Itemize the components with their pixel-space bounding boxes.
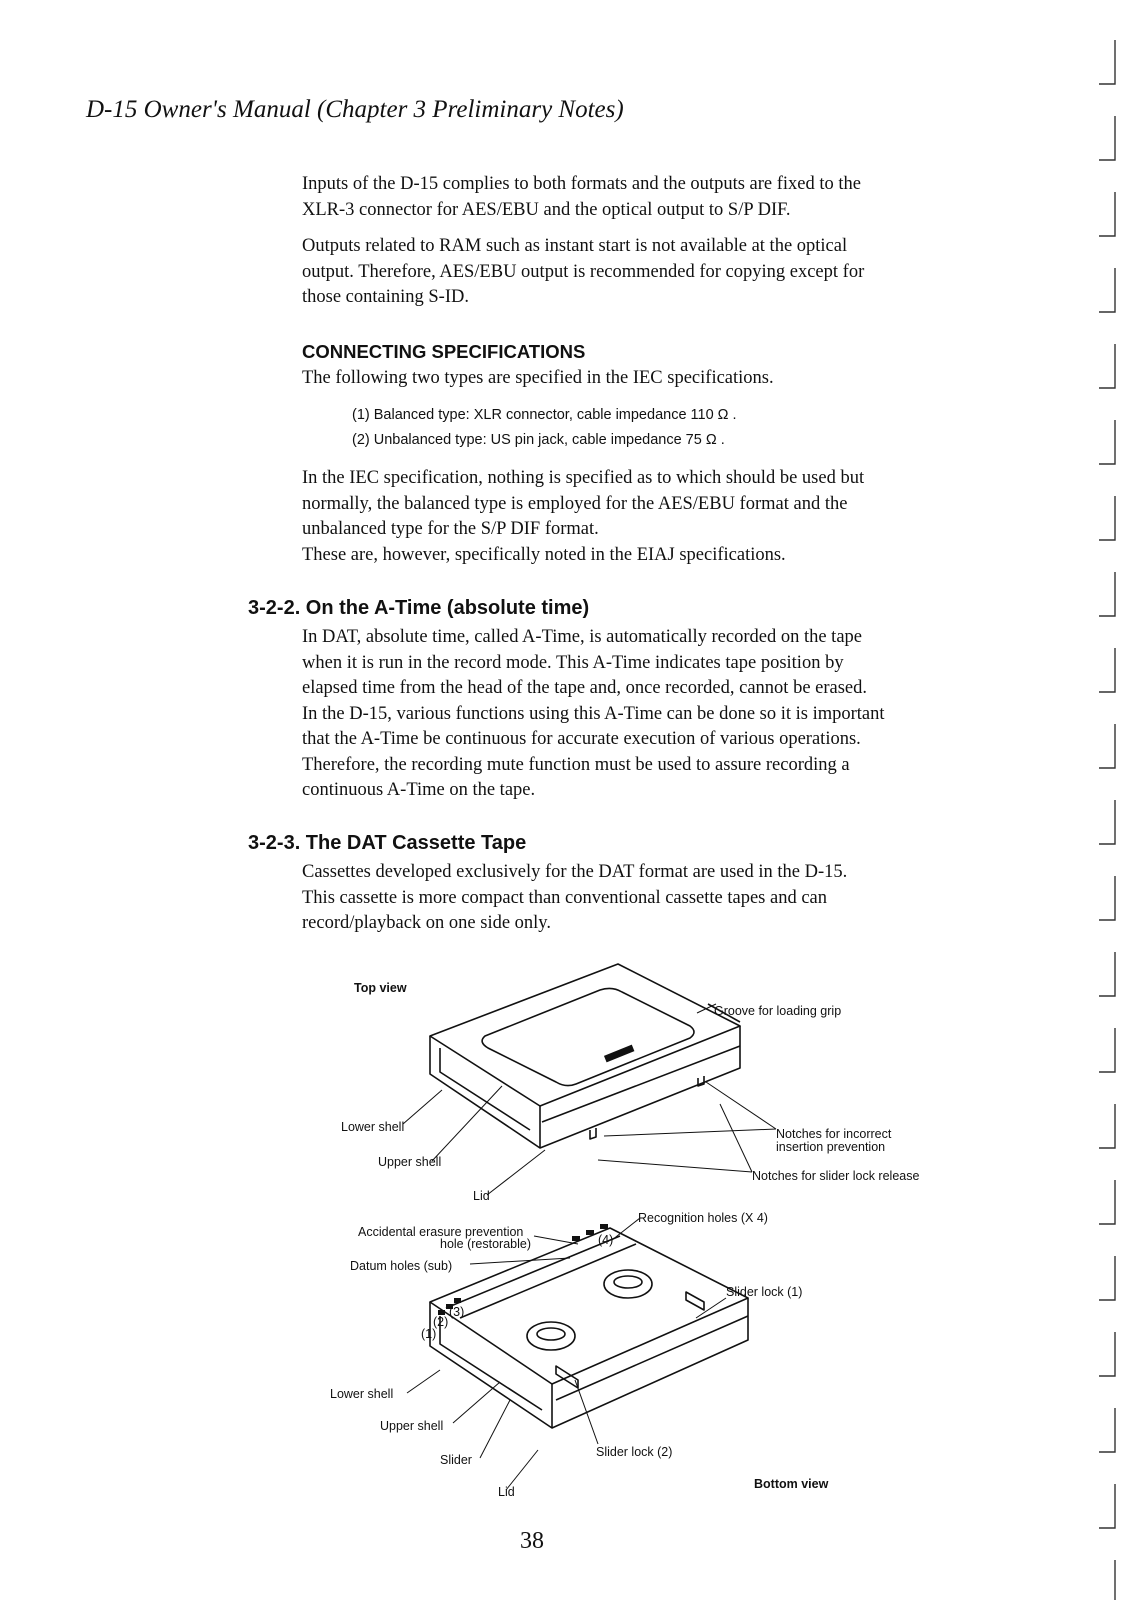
list-item: (1) Balanced type: XLR connector, cable impedance 110 Ω . <box>352 407 737 423</box>
label-lid: Lid <box>473 1189 490 1203</box>
margin-mark <box>1099 1256 1115 1300</box>
label-slider: Slider <box>440 1453 472 1467</box>
connecting-body: In the IEC specification, nothing is specified as to which should be used but normally, the balanced type is employed for the AES/EBU format and the unbalanced type for the S/P DIF format. These are, however, specifically noted in the EIAJ specifications. <box>302 468 865 565</box>
label-lower-shell-bottom: Lower shell <box>330 1387 394 1401</box>
section-heading-cassette: 3-2-3. The DAT Cassette Tape <box>248 832 527 854</box>
label-notches-incorrect-2: insertion prevention <box>776 1140 886 1154</box>
label-datum: Datum holes (sub) <box>350 1259 453 1273</box>
connecting-lead: The following two types are specified in the IEC specifications. <box>302 368 774 388</box>
label-upper-shell-bottom: Upper shell <box>380 1419 444 1433</box>
margin-mark <box>1099 268 1115 312</box>
label-lower-shell: Lower shell <box>341 1120 405 1134</box>
label-slider-lock-2: Slider lock (2) <box>596 1445 673 1459</box>
label-notches-slider: Notches for slider lock release <box>752 1169 920 1183</box>
margin-mark <box>1099 1028 1115 1072</box>
margin-mark <box>1099 1180 1115 1224</box>
intro-paragraph-1: Inputs of the D-15 complies to both formats and the outputs are fixed to the XLR-3 connector for AES/EBU and the optical output to S/P DIF. <box>302 174 861 220</box>
connecting-heading: CONNECTING SPECIFICATIONS <box>302 341 586 362</box>
label-slider-lock-1: Slider lock (1) <box>726 1285 803 1299</box>
label-groove: Groove for loading grip <box>714 1004 842 1018</box>
margin-mark <box>1099 1408 1115 1452</box>
list-item: (2) Unbalanced type: US pin jack, cable impedance 75 Ω . <box>352 432 725 448</box>
label-upper-shell: Upper shell <box>378 1155 442 1169</box>
margin-mark <box>1099 876 1115 920</box>
margin-mark <box>1099 1104 1115 1148</box>
section-body-cassette: Cassettes developed exclusively for the DAT format are used in the D-15. This cassette is more compact than conventional cassette tapes and can record/playback on one side only. <box>302 862 848 933</box>
page-number: 38 <box>520 1528 544 1554</box>
margin-mark <box>1099 800 1115 844</box>
page-header: D-15 Owner's Manual (Chapter 3 Preliminary Notes) <box>86 96 624 123</box>
margin-mark <box>1099 192 1115 236</box>
section-body-atime: In DAT, absolute time, called A-Time, is automatically recorded on the tape when it is run in the record mode. This A-Time indicates tape position by elapsed time from the head of the tape and, once recorded, cannot be erased. In the D-15, various functions using this A-Time can be done so it is important that the A-Time be continuous for accurate execution of various operations. Therefore, the recording mute function must be used to assure recording a continuous A-Time on the tape. <box>302 627 885 800</box>
top-view-cassette <box>430 964 740 1148</box>
margin-mark <box>1099 116 1115 160</box>
label-recognition: Recognition holes (X 4) <box>638 1211 768 1225</box>
label-bottom-view: Bottom view <box>754 1477 829 1491</box>
margin-mark <box>1099 724 1115 768</box>
margin-mark <box>1099 420 1115 464</box>
margin-mark <box>1099 344 1115 388</box>
label-lid-bottom: Lid <box>498 1485 515 1499</box>
margin-mark <box>1099 1484 1115 1528</box>
label-n1: (1) <box>421 1327 437 1341</box>
label-top-view: Top view <box>354 981 407 995</box>
label-n3: (3) <box>449 1305 465 1319</box>
margin-mark <box>1099 952 1115 996</box>
bottom-view-cassette <box>430 1224 748 1428</box>
margin-mark <box>1099 1560 1115 1600</box>
margin-scan-marks <box>1071 0 1131 1600</box>
margin-mark <box>1099 40 1115 84</box>
label-num-4: (4) <box>598 1233 614 1247</box>
section-heading-atime: 3-2-2. On the A-Time (absolute time) <box>248 597 590 619</box>
margin-mark <box>1099 572 1115 616</box>
margin-mark <box>1099 1332 1115 1376</box>
label-accidental: Accidental erasure prevention <box>358 1225 524 1239</box>
label-n2: (2) <box>433 1315 449 1329</box>
margin-mark <box>1099 648 1115 692</box>
intro-paragraph-2: Outputs related to RAM such as instant start is not available at the optical output. Therefore, AES/EBU output is recommended for copying except for those containing S-ID. <box>302 236 865 307</box>
label-notches-incorrect: Notches for incorrect <box>776 1127 892 1141</box>
margin-mark <box>1099 496 1115 540</box>
label-accidental-2: hole (restorable) <box>440 1237 532 1251</box>
